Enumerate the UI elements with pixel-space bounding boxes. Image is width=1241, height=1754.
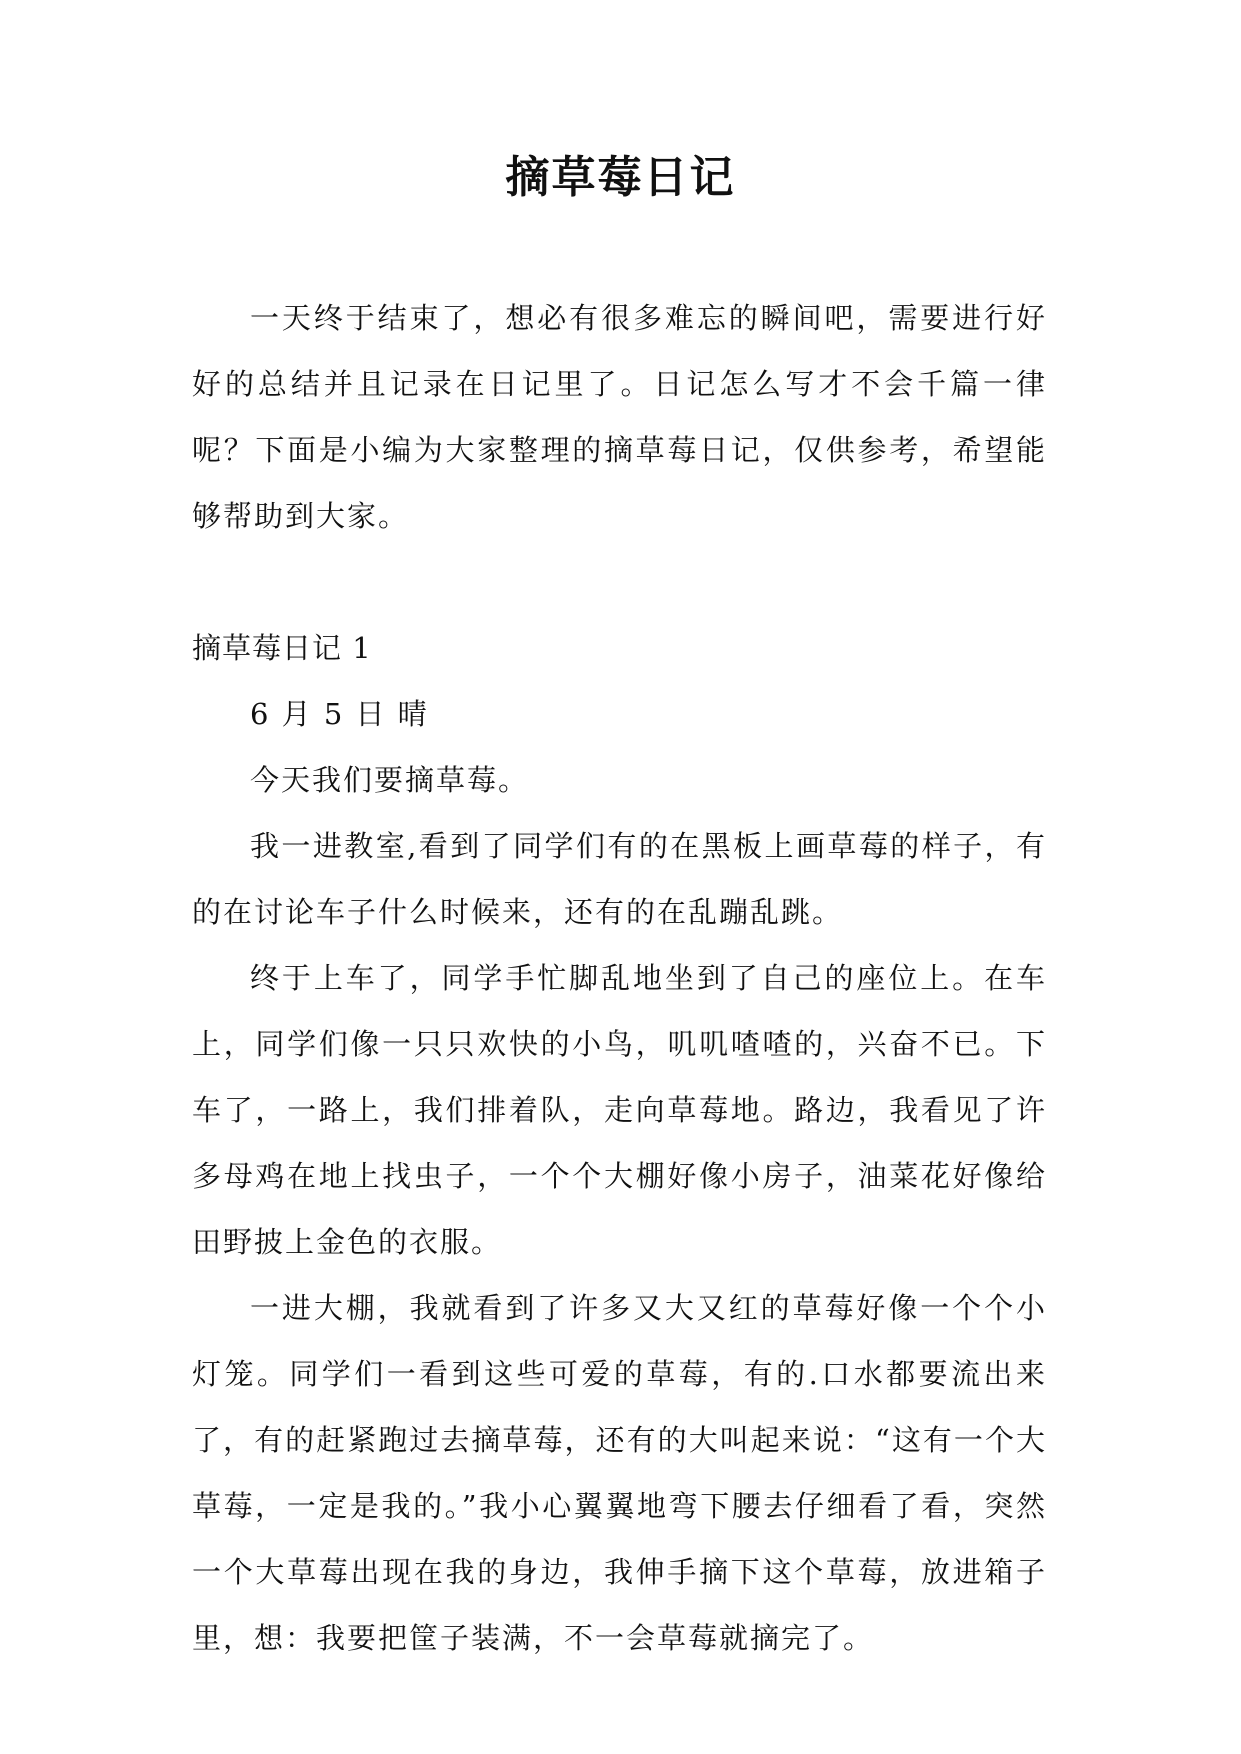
intro-paragraph: 一天终于结束了，想必有很多难忘的瞬间吧，需要进行好好的总结并且记录在日记里了。日记怎么写才不会千篇一律呢？下面是小编为大家整理的摘草莓日记，仅供参考，希望能够帮助到大家。 [192,301,1047,533]
page-title: 摘草莓日记 [505,152,736,203]
body-paragraph: 终于上车了，同学手忙脚乱地坐到了自己的座位上。在车上，同学们像一只只欢快的小鸟，叽叽喳喳的，兴奋不已。下车了，一路上，我们排着队，走向草莓地。路边，我看见了许多母鸡在地上找虫子，一个个大棚好像小房子，油菜花好像给田野披上金色的衣服。 [192,961,1047,1259]
date-line: 6 月 5 日 晴 [250,697,429,731]
document-body [192,285,1047,1671]
section-title: 摘草莓日记 1 [192,631,372,665]
body-paragraph: 一进大棚，我就看到了许多又大又红的草莓好像一个个小灯笼。同学们一看到这些可爱的草莓，有的.口水都要流出来了，有的赶紧跑过去摘草莓，还有的大叫起来说：“这有一个大草莓，一定是我的。”我小心翼翼地弯下腰去仔细看了看，突然一个大草莓出现在我的身边，我伸手摘下这个草莓，放进箱子里，想：我要把筐子装满，不一会草莓就摘完了。 [192,1291,1047,1655]
body-paragraph: 我一进教室,看到了同学们有的在黑板上画草莓的样子，有的在讨论车子什么时候来，还有的在乱蹦乱跳。 [192,829,1047,929]
body-paragraph: 今天我们要摘草莓。 [250,763,530,797]
